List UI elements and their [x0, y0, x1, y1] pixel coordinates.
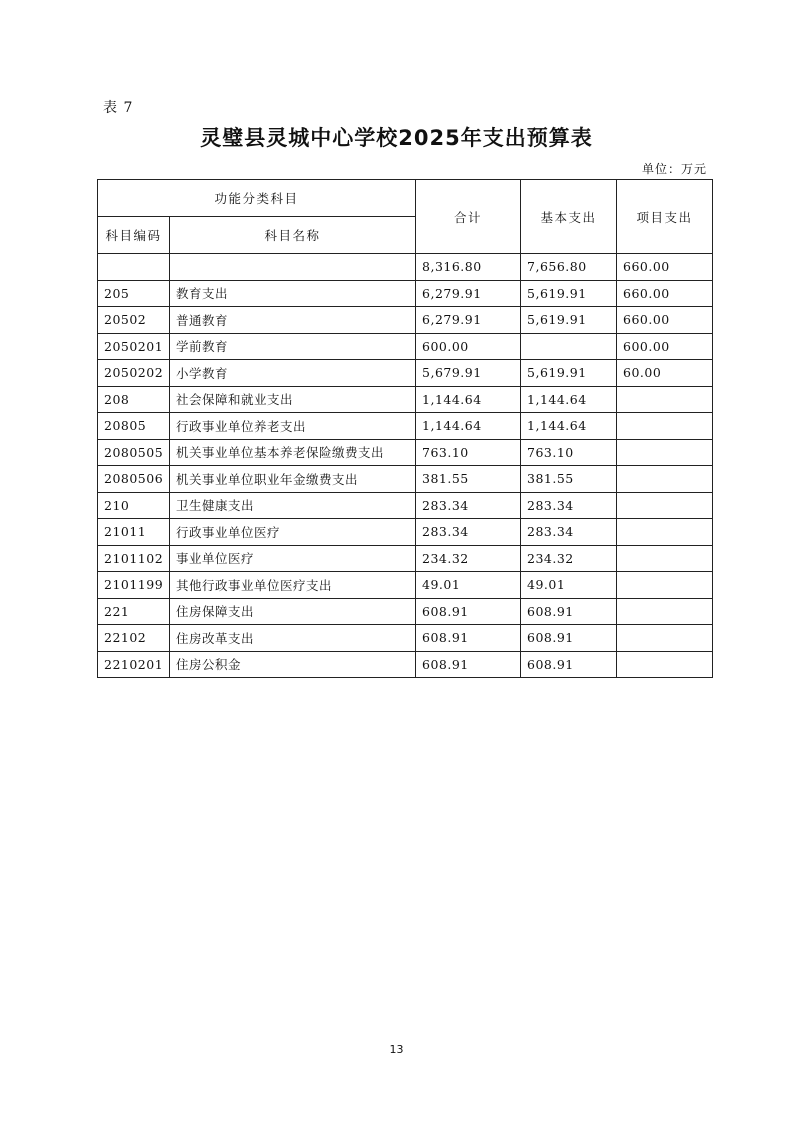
table-row — [98, 360, 713, 387]
cell-subject-code: 20502 — [98, 307, 170, 334]
cell-total: 1,144.64 — [416, 386, 521, 413]
table-row — [98, 545, 713, 572]
cell-project-expense — [617, 625, 713, 652]
cell-subject-code — [98, 254, 170, 281]
cell-total: 608.91 — [416, 598, 521, 625]
cell-subject-code: 2210201 — [98, 651, 170, 678]
cell-total: 283.34 — [416, 519, 521, 546]
cell-project-expense: 660.00 — [617, 280, 713, 307]
cell-subject-code: 205 — [98, 280, 170, 307]
cell-subject-name: 普通教育 — [170, 307, 416, 334]
cell-total: 8,316.80 — [416, 254, 521, 281]
cell-basic-expense: 5,619.91 — [521, 307, 617, 334]
cell-total: 5,679.91 — [416, 360, 521, 387]
cell-subject-name: 事业单位医疗 — [170, 545, 416, 572]
cell-project-expense — [617, 519, 713, 546]
cell-subject-name: 社会保障和就业支出 — [170, 386, 416, 413]
cell-project-expense — [617, 466, 713, 493]
cell-subject-code: 2050201 — [98, 333, 170, 360]
header-basic-expense: 基本支出 — [521, 180, 617, 254]
cell-basic-expense: 763.10 — [521, 439, 617, 466]
table-row — [98, 572, 713, 599]
table-row — [98, 439, 713, 466]
table-row — [98, 386, 713, 413]
cell-basic-expense: 7,656.80 — [521, 254, 617, 281]
table-row — [98, 598, 713, 625]
table-row — [98, 651, 713, 678]
cell-basic-expense: 283.34 — [521, 492, 617, 519]
cell-basic-expense: 5,619.91 — [521, 280, 617, 307]
cell-basic-expense: 1,144.64 — [521, 386, 617, 413]
cell-subject-name: 机关事业单位基本养老保险缴费支出 — [170, 439, 416, 466]
cell-total: 6,279.91 — [416, 307, 521, 334]
cell-subject-code: 2101199 — [98, 572, 170, 599]
table-row — [98, 492, 713, 519]
cell-subject-name: 其他行政事业单位医疗支出 — [170, 572, 416, 599]
cell-total: 1,144.64 — [416, 413, 521, 440]
cell-project-expense — [617, 413, 713, 440]
cell-basic-expense: 234.32 — [521, 545, 617, 572]
cell-total: 608.91 — [416, 625, 521, 652]
table-row — [98, 519, 713, 546]
cell-subject-name: 住房改革支出 — [170, 625, 416, 652]
cell-subject-name — [170, 254, 416, 281]
cell-project-expense: 600.00 — [617, 333, 713, 360]
cell-project-expense: 660.00 — [617, 307, 713, 334]
table-body — [98, 254, 713, 678]
cell-subject-code: 208 — [98, 386, 170, 413]
cell-project-expense — [617, 598, 713, 625]
table-row — [98, 413, 713, 440]
header-total: 合计 — [416, 180, 521, 254]
cell-subject-code: 2050202 — [98, 360, 170, 387]
cell-subject-code: 20805 — [98, 413, 170, 440]
cell-project-expense — [617, 439, 713, 466]
cell-project-expense — [617, 386, 713, 413]
cell-basic-expense: 49.01 — [521, 572, 617, 599]
cell-project-expense — [617, 492, 713, 519]
page-title: 灵璧县灵城中心学校2025年支出预算表 — [200, 126, 593, 150]
cell-basic-expense: 608.91 — [521, 598, 617, 625]
cell-subject-code: 2080505 — [98, 439, 170, 466]
header-subject-name: 科目名称 — [170, 217, 416, 254]
unit-label: 单位：万元 — [641, 162, 707, 176]
table-row — [98, 280, 713, 307]
cell-basic-expense: 1,144.64 — [521, 413, 617, 440]
cell-project-expense — [617, 572, 713, 599]
cell-total: 381.55 — [416, 466, 521, 493]
cell-total: 608.91 — [416, 651, 521, 678]
cell-subject-code: 2080506 — [98, 466, 170, 493]
cell-project-expense — [617, 651, 713, 678]
cell-subject-name: 行政事业单位医疗 — [170, 519, 416, 546]
table-row — [98, 254, 713, 281]
cell-subject-name: 卫生健康支出 — [170, 492, 416, 519]
cell-subject-name: 小学教育 — [170, 360, 416, 387]
cell-basic-expense: 381.55 — [521, 466, 617, 493]
cell-basic-expense — [521, 333, 617, 360]
cell-project-expense: 660.00 — [617, 254, 713, 281]
table-row — [98, 333, 713, 360]
cell-total: 283.34 — [416, 492, 521, 519]
table-row — [98, 307, 713, 334]
table-number: 表 7 — [103, 100, 134, 116]
cell-total: 763.10 — [416, 439, 521, 466]
cell-total: 6,279.91 — [416, 280, 521, 307]
cell-basic-expense: 283.34 — [521, 519, 617, 546]
cell-subject-code: 221 — [98, 598, 170, 625]
header-project-expense: 项目支出 — [617, 180, 713, 254]
cell-basic-expense: 608.91 — [521, 625, 617, 652]
cell-subject-name: 机关事业单位职业年金缴费支出 — [170, 466, 416, 493]
cell-project-expense — [617, 545, 713, 572]
table-row — [98, 625, 713, 652]
cell-subject-code: 21011 — [98, 519, 170, 546]
cell-total: 234.32 — [416, 545, 521, 572]
cell-subject-name: 住房公积金 — [170, 651, 416, 678]
cell-subject-name: 住房保障支出 — [170, 598, 416, 625]
cell-subject-name: 行政事业单位养老支出 — [170, 413, 416, 440]
cell-subject-code: 210 — [98, 492, 170, 519]
table-row — [98, 466, 713, 493]
cell-project-expense: 60.00 — [617, 360, 713, 387]
cell-subject-name: 教育支出 — [170, 280, 416, 307]
cell-basic-expense: 5,619.91 — [521, 360, 617, 387]
cell-basic-expense: 608.91 — [521, 651, 617, 678]
cell-subject-code: 2101102 — [98, 545, 170, 572]
header-function-category: 功能分类科目 — [98, 180, 416, 217]
header-subject-code: 科目编码 — [98, 217, 170, 254]
cell-subject-code: 22102 — [98, 625, 170, 652]
cell-total: 600.00 — [416, 333, 521, 360]
cell-subject-name: 学前教育 — [170, 333, 416, 360]
cell-total: 49.01 — [416, 572, 521, 599]
page-number: 13 — [389, 1043, 404, 1056]
budget-table — [97, 179, 713, 678]
